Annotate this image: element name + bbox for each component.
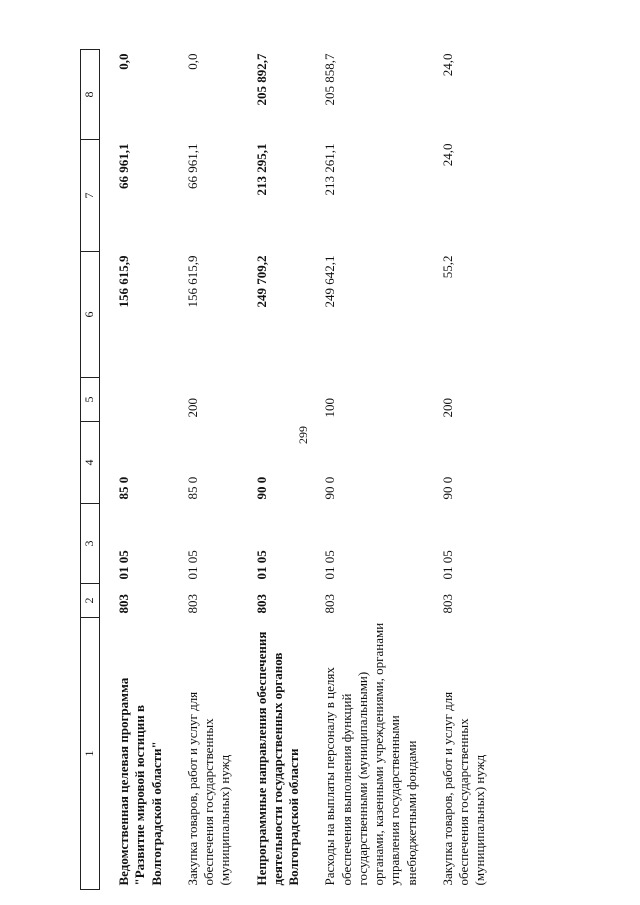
row-amount-col8: 0,0 xyxy=(116,53,131,70)
row-ministry-code: 803 xyxy=(439,594,455,614)
row-section-code: 01 05 xyxy=(253,550,269,580)
row-section-code: 01 05 xyxy=(439,550,455,580)
row-description: Ведомственная целевая программа "Развитие мировой юстиции в Волгоградской области" xyxy=(116,677,164,886)
row-target-code: 85 0 xyxy=(116,476,131,500)
row-amount-col6: 249 709,2 xyxy=(253,255,269,308)
row-description: Закупка товаров, работ и услуг для обеспечения государственных (муниципальных) нужд xyxy=(184,691,233,886)
row-target-code: 90 0 xyxy=(322,476,338,500)
header-col-2: 2 xyxy=(81,584,100,618)
row-target-code: 90 0 xyxy=(439,476,455,500)
row-description: Расходы на выплаты персоналу в целях обеспечения выполнения функций государственными (муниципальными) органами, казенными учреждениями, органами управления государственными внебюджетными фондами xyxy=(322,622,419,886)
row-section-code: 01 05 xyxy=(116,550,131,580)
row-amount-col8: 205 858,7 xyxy=(322,53,338,106)
row-description: Непрограммные направления обеспечения деятельности государственных органов Волгоградской области xyxy=(253,631,301,886)
row-amount-col7: 213 295,1 xyxy=(253,143,269,196)
row-target-code: 90 0 xyxy=(253,476,269,500)
row-amount-col6: 249 642,1 xyxy=(322,255,338,308)
row-amount-col7: 213 261,1 xyxy=(322,143,338,196)
header-col-5: 5 xyxy=(81,378,100,422)
table-row xyxy=(100,50,169,890)
row-amount-col7: 24,0 xyxy=(439,143,455,167)
header-col-6: 6 xyxy=(81,252,100,378)
row-amount-col8: 24,0 xyxy=(439,53,455,77)
row-amount-col6: 55,2 xyxy=(439,255,455,279)
table-header-row xyxy=(81,50,100,890)
budget-table xyxy=(80,49,493,890)
table-row xyxy=(238,50,307,890)
table-row xyxy=(424,50,493,890)
row-expense-type: 200 xyxy=(439,398,455,418)
header-col-4: 4 xyxy=(81,422,100,504)
row-expense-type: 100 xyxy=(322,398,338,418)
row-ministry-code: 803 xyxy=(116,594,131,614)
row-amount-col7: 66 961,1 xyxy=(116,143,131,189)
row-amount-col6: 156 615,9 xyxy=(116,255,131,308)
page-number: 299 xyxy=(296,426,310,444)
row-expense-type xyxy=(238,378,307,422)
row-ministry-code: 803 xyxy=(253,594,269,614)
row-section-code: 01 05 xyxy=(322,550,338,580)
header-col-8: 8 xyxy=(81,50,100,140)
budget-table-frame xyxy=(80,50,640,890)
row-ministry-code: 803 xyxy=(322,594,338,614)
header-col-7: 7 xyxy=(81,140,100,252)
header-col-3: 3 xyxy=(81,504,100,584)
table-row xyxy=(306,50,424,890)
row-expense-type: 200 xyxy=(184,398,200,418)
row-description: Закупка товаров, работ и услуг для обеспечения государственных (муниципальных) нужд xyxy=(439,691,488,886)
row-ministry-code: 803 xyxy=(184,594,200,614)
header-col-1: 1 xyxy=(81,618,100,890)
row-amount-col7: 66 961,1 xyxy=(184,143,200,189)
row-amount-col6: 156 615,9 xyxy=(184,255,200,308)
row-section-code: 01 05 xyxy=(184,550,200,580)
row-amount-col8: 205 892,7 xyxy=(253,53,269,106)
row-amount-col8: 0,0 xyxy=(184,53,200,70)
row-expense-type xyxy=(100,378,169,422)
row-target-code: 85 0 xyxy=(184,476,200,500)
table-row xyxy=(169,50,238,890)
